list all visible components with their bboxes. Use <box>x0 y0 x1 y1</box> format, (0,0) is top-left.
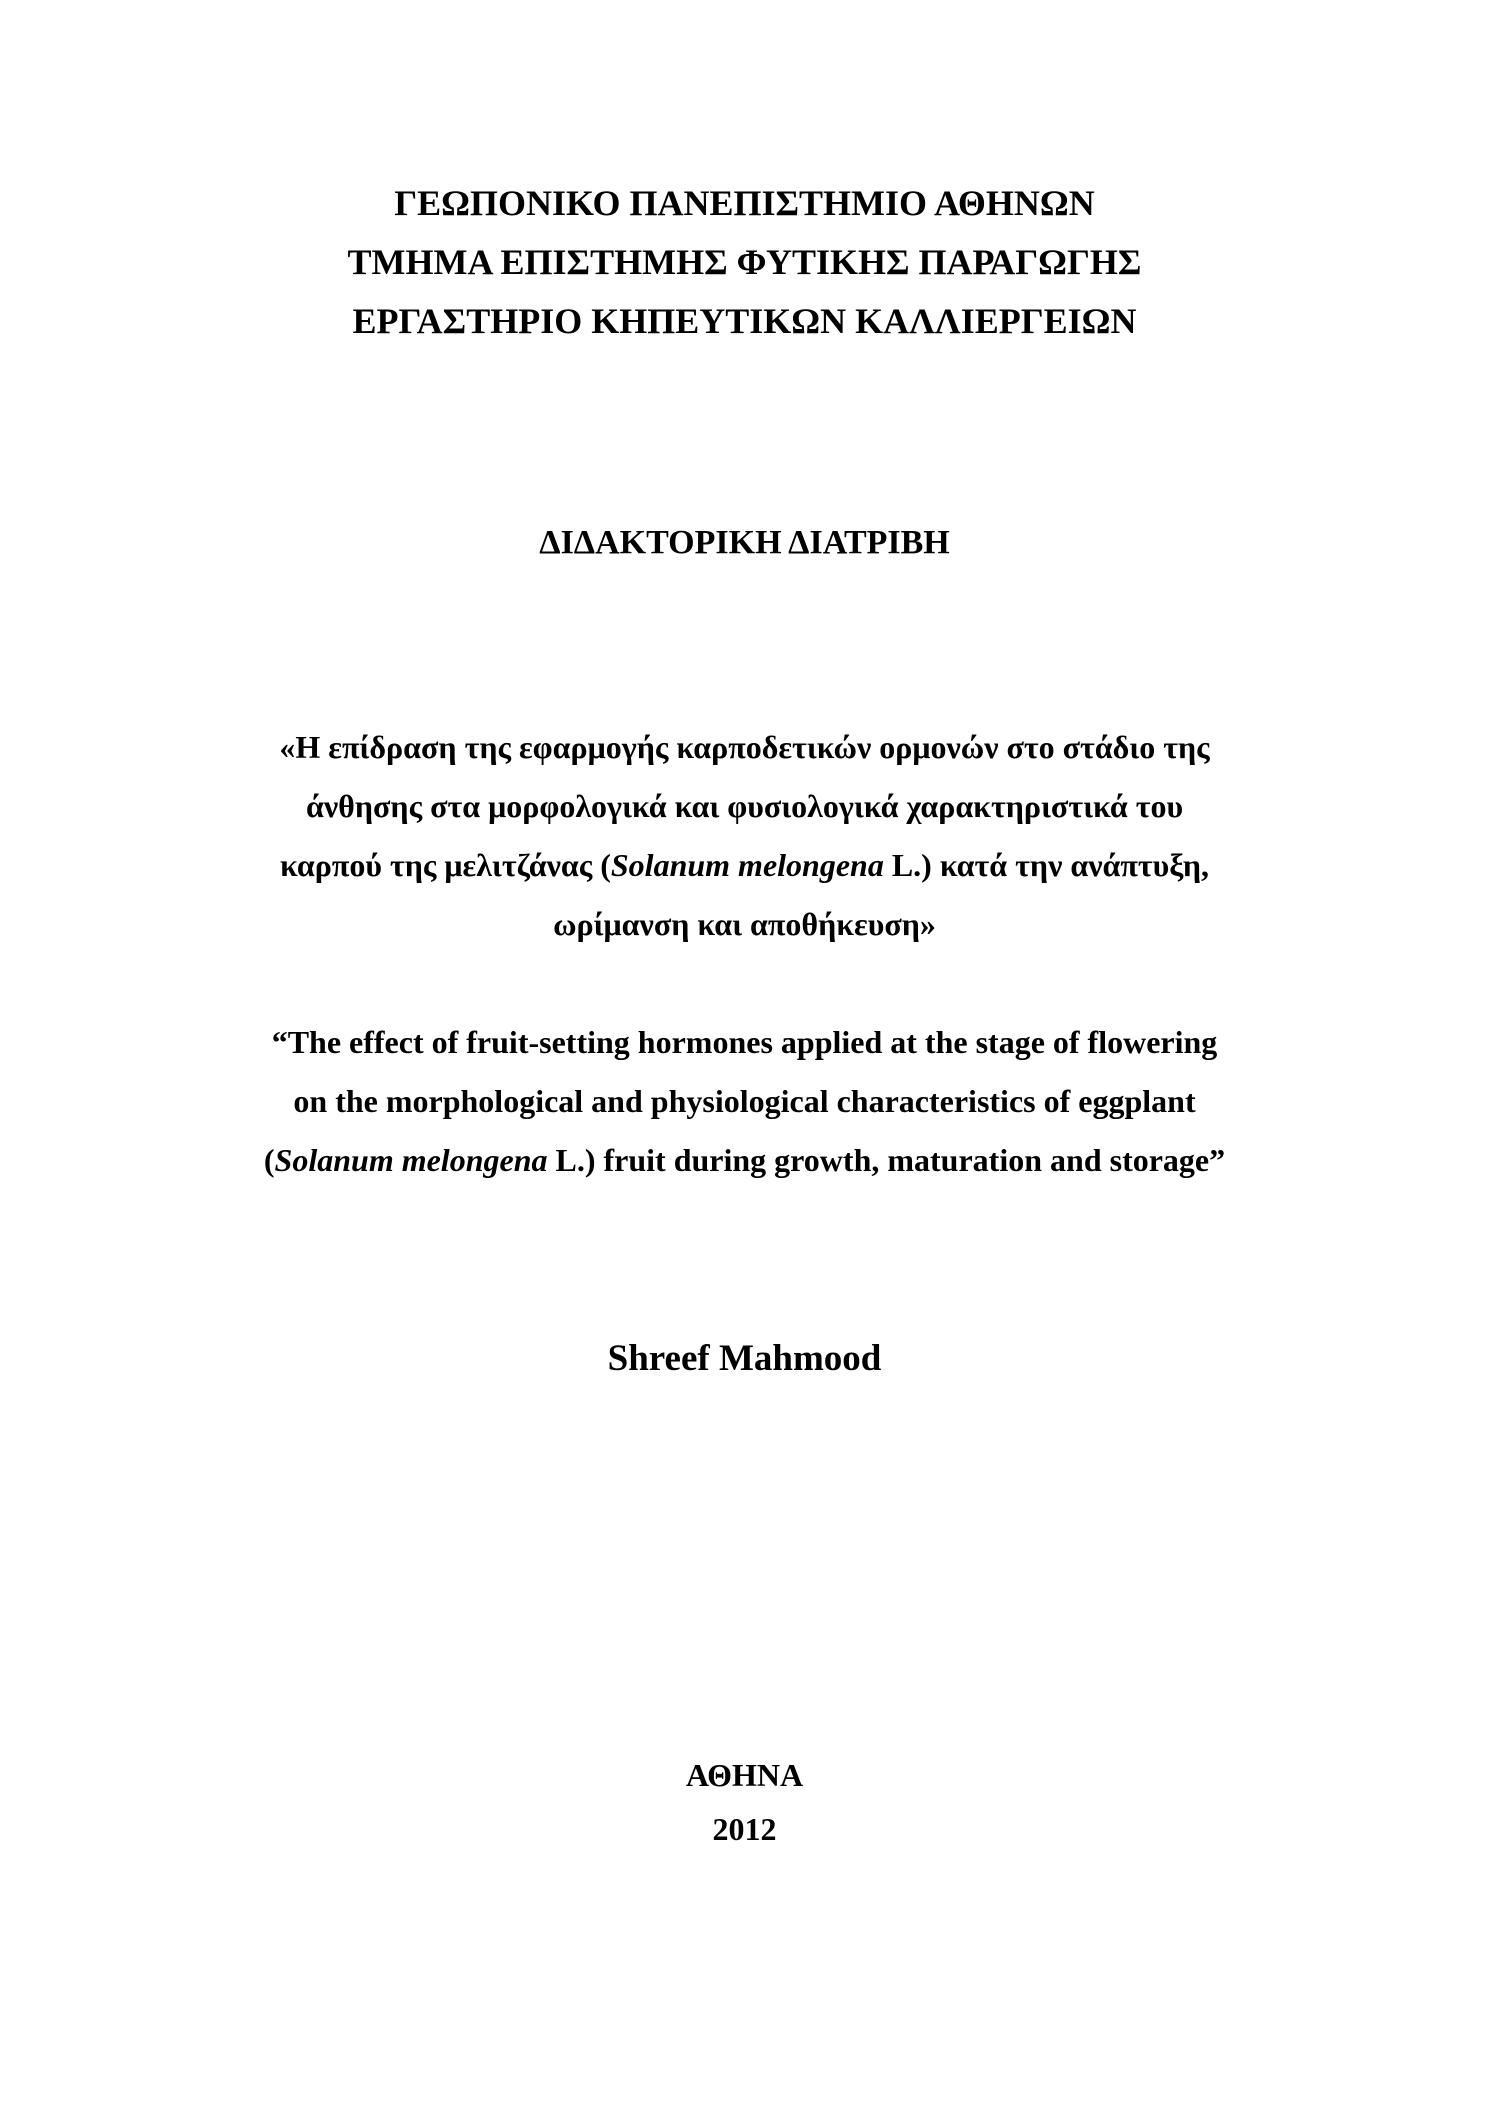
author-block <box>0 1336 1489 1382</box>
institution-header <box>0 174 1489 351</box>
title-greek <box>0 718 1489 954</box>
publication-year: 2012 <box>712 1811 777 1847</box>
university-name: ΓΕΩΠΟΝΙΚΟ ΠΑΝΕΠΙΣΤΗΜΙΟ ΑΘΗΝΩΝ <box>394 183 1095 223</box>
laboratory-name: ΕΡΓΑΣΤΗΡΙΟ ΚΗΠΕΥΤΙΚΩΝ ΚΑΛΛΙΕΡΓΕΙΩΝ <box>352 301 1137 341</box>
title-greek-line-3 <box>0 836 1489 895</box>
title-greek-line-4: ωρίμανση και αποθήκευση» <box>553 906 936 942</box>
department-name: ΤΜΗΜΑ ΕΠΙΣΤΗΜΗΣ ΦΥΤΙΚΗΣ ΠΑΡΑΓΩΓΗΣ <box>347 242 1142 282</box>
species-name-greek-title: Solanum melongena <box>610 847 884 883</box>
author-name: Shreef Mahmood <box>607 1338 882 1379</box>
title-greek-line-1: «Η επίδραση της εφαρμογής καρποδετικών ορμονών στο στάδιο της <box>279 729 1210 765</box>
thesis-type <box>0 522 1489 564</box>
species-name-english-title: Solanum melongena <box>274 1142 548 1178</box>
place-date-block <box>0 1748 1489 1856</box>
title-greek-line-3-end: L.) κατά την ανάπτυξη, <box>883 847 1209 883</box>
title-english-line-2: on the morphological and physiological characteristics of eggplant <box>293 1083 1196 1119</box>
thesis-type-label: ΔΙΔΑΚΤΟΡΙΚΗ ΔΙΑΤΡΙΒΗ <box>539 524 950 561</box>
title-greek-line-2: άνθησης στα μορφολογικά και φυσιολογικά χαρακτηριστικά του <box>305 788 1184 824</box>
title-english-line-3-end: L.) fruit during growth, maturation and storage” <box>547 1142 1226 1178</box>
title-english-line-3-start: ( <box>263 1142 275 1178</box>
place-name: ΑΘΗΝΑ <box>685 1757 804 1793</box>
title-english <box>0 1013 1489 1190</box>
title-english-line-3 <box>0 1131 1489 1190</box>
title-english-line-1: “The effect of fruit-setting hormones applied at the stage of flowering <box>271 1024 1218 1060</box>
title-greek-line-3-start: καρπού της μελιτζάνας ( <box>279 847 611 883</box>
